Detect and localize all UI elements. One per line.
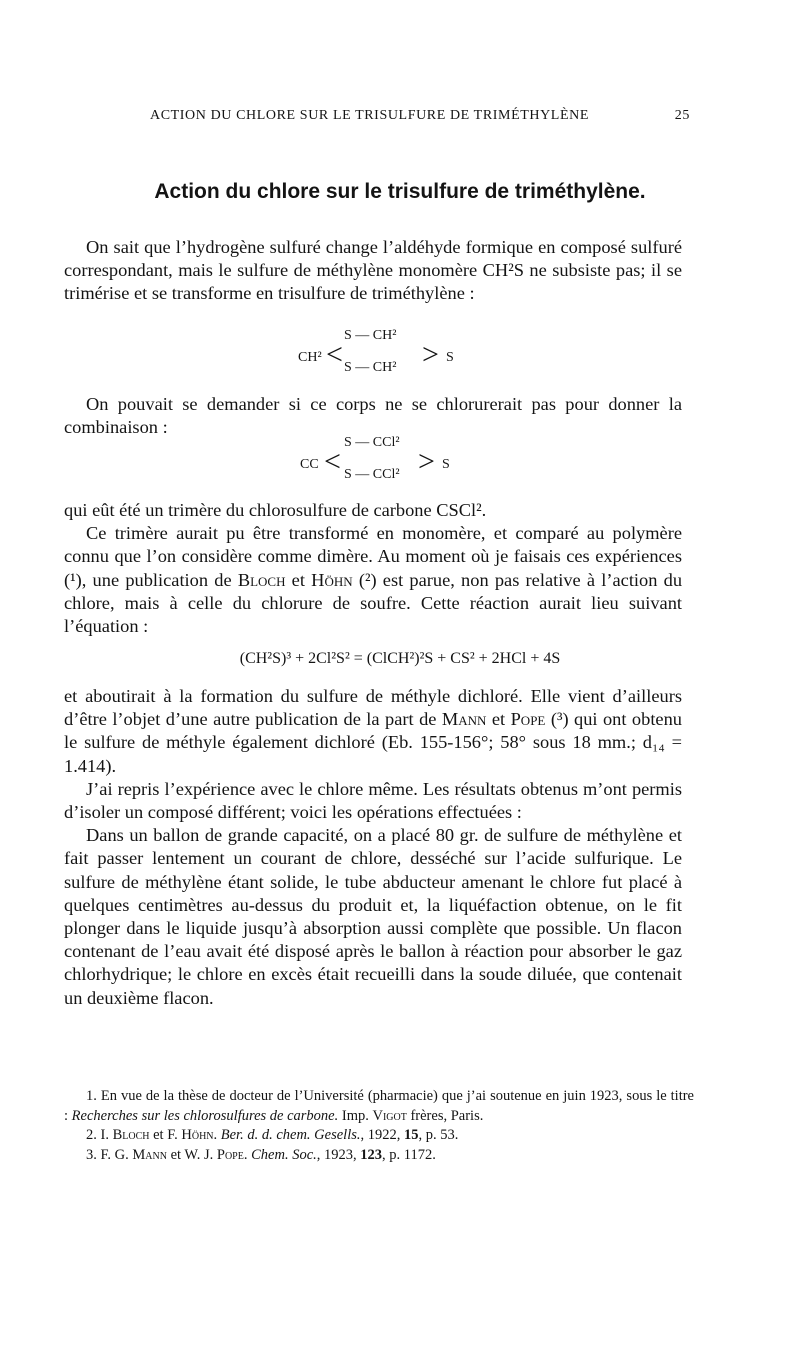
formula-open-bracket: <: [326, 338, 343, 371]
paragraph-2: On pouvait se demander si ce corps ne se chlorurerait pas pour donner la combinaison :: [64, 394, 682, 438]
formula-bottom-group: S — CCl²: [344, 467, 400, 482]
structural-formula-chlorinated: [298, 433, 478, 493]
paragraph-5-7: et aboutirait à la formation du sulfure de méthyle dichloré. Elle vient d’ailleurs d’être l’objet d’une autre publication de la part de Mann et Pope (³) qui ont obtenu le sulfure de méthyle également dichloré (Eb. 155-156°; 58° sous 18 mm.; d₁₄ = 1.414). J’ai repris l’expérience avec le chlore même. Les résultats obtenus m’ont permis d’isoler un composé différent; voici les opérations effectuées : Dans un ballon de grande capacité, on a placé 80 gr. de sulfure de méthylène et fait passer lentement un courant de chlore, desséché sur l’acide sulfurique. Le sulfure de méthylène étant solide, le tube abducteur amenant le chlore fut placé à quelques centimètres au-dessus du produit et, la liquéfaction obtenue, on le fit plonger dans le liquide jusqu’à absorption aussi complète que possible. Un flacon contenant de l’eau avait été disposé après le ballon à réaction pour absorber le gaz chlorhydrique; le chlore en excès était recueilli dans la soude diluée, que contenait un deuxième flacon.: [64, 686, 682, 1008]
author-pope: Pope: [510, 709, 546, 730]
formula-open-bracket: <: [324, 445, 341, 478]
running-header: [150, 108, 690, 124]
footnotes: [64, 1087, 694, 1165]
paragraph-1: On sait que l’hydrogène sulfuré change l’aldéhyde formique en composé sulfuré correspondant, mais le sulfure de méthylène monomère CH²S ne subsiste pas; il se trimérise et se transforme en trisulfure de triméthylène :: [64, 237, 682, 304]
formula-left-group: CC: [300, 457, 319, 472]
formula-bottom-group: S — CH²: [344, 360, 397, 375]
footnote-2: 2. I. Bloch et F. Höhn. Ber. d. d. chem. Gesells., 1922, 15, p. 53.: [86, 1127, 459, 1143]
reaction-equation: (CH²S)³ + 2Cl²S² = (ClCH²)²S + CS² + 2HCl + 4S: [239, 650, 561, 667]
formula-top-group: S — CH²: [344, 328, 397, 343]
formula-close-bracket: >: [418, 445, 435, 478]
formula-right-group: S: [442, 457, 450, 472]
footnote-1: 1. En vue de la thèse de docteur de l’Université (pharmacie) que j’ai soutenue en juin 1923, sous le titre : Recherches sur les chlorosulfures de carbone. Imp. Vigot frères, Paris.: [64, 1088, 694, 1124]
formula-close-bracket: >: [422, 338, 439, 371]
author-bloch: Bloch: [237, 569, 286, 590]
structural-formula-trimethylene-trisulfide: [296, 326, 476, 386]
author-mann: Mann: [441, 709, 487, 730]
running-title: ACTION DU CHLORE SUR LE TRISULFURE DE TRIMÉTHYLÈNE: [150, 108, 589, 123]
author-hohn: Höhn: [311, 569, 353, 590]
formula-left-group: CH²: [298, 350, 322, 365]
formula-top-group: S — CCl²: [344, 435, 400, 450]
section-title: Action du chlore sur le trisulfure de triméthylène.: [154, 180, 646, 203]
footnote-3: 3. F. G. Mann et W. J. Pope. Chem. Soc., 1923, 123, p. 1172.: [86, 1146, 436, 1163]
formula-right-group: S: [446, 350, 454, 365]
page-number: 25: [674, 108, 690, 123]
paragraph-3-4: qui eût été un trimère du chlorosulfure de carbone CSCl². Ce trimère aurait pu être transformé en monomère, et comparé au polymère connu que l’on considère comme dimère. Au moment où je faisais ces expériences (¹), une publication de Bloch et Höhn (²) est parue, non pas relative à l’action du chlore, mais à celle du chlorure de soufre. Cette réaction aurait lieu suivant l’équation :: [64, 500, 683, 637]
